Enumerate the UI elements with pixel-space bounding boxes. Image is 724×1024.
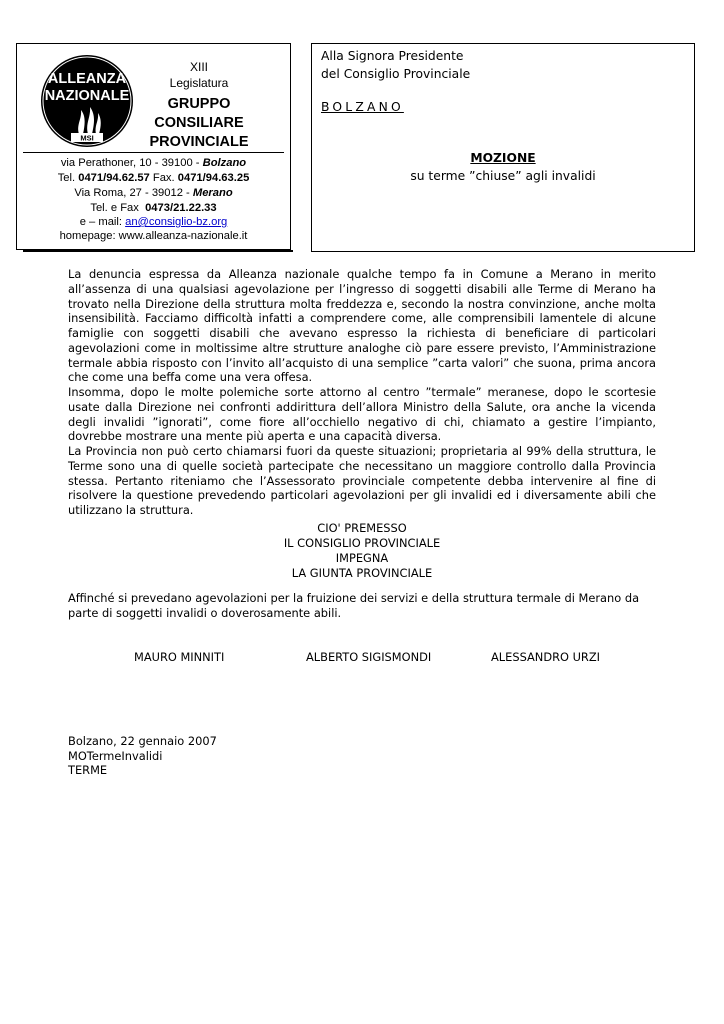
homepage-link[interactable]: www.alleanza-nazionale.it <box>118 230 248 242</box>
recipient-box <box>311 43 695 252</box>
document-code: MOTermeInvalidi <box>68 748 163 763</box>
footer-block <box>68 734 217 778</box>
premessa-block <box>0 521 724 581</box>
recipient-city: BOLZANO <box>321 100 404 114</box>
phone-fax-bolzano: Tel. 0471/94.62.57 Fax. 0471/94.63.25 <box>57 172 250 184</box>
legislatura-label: Legislatura <box>169 76 229 90</box>
party-header-box <box>16 43 291 250</box>
motion-subtitle: su terme ”chiuse” agli invalidi <box>410 169 596 183</box>
signatory-2: ALBERTO SIGISMONDI <box>306 650 432 664</box>
premessa-line2: IL CONSIGLIO PROVINCIALE <box>283 536 441 550</box>
document-tag: TERME <box>68 763 108 777</box>
header-divider <box>23 152 284 153</box>
group-name-line2: CONSILIARE <box>154 115 244 131</box>
premessa-line1: CIO' PREMESSO <box>317 521 407 535</box>
address-merano: Via Roma, 27 - 39012 - Merano <box>74 187 233 199</box>
email-line: e – mail: an@consiglio-bz.org <box>79 216 228 228</box>
recipient-line2: del Consiglio Provinciale <box>321 67 471 81</box>
logo-msi: MSI <box>80 133 94 143</box>
motion-body <box>68 267 656 518</box>
address-bolzano: via Perathoner, 10 - 39100 - Bolzano <box>60 157 247 169</box>
logo-line1: ALLEANZA <box>47 71 127 87</box>
premessa-line4: LA GIUNTA PROVINCIALE <box>291 566 433 580</box>
body-paragraph-2: Insomma, dopo le molte polemiche sorte attorno al centro ”termale” meranese, dopo le scortesie usate dalla Direzione nei confronti addirittura dell’allora Ministro della Salute, ora anche la vicenda degli invalidi ”ignorati”, come fiore all’occhiello negativo di chi, chiamato a gestire l’impianto, dovrebbe mostrare una mente più aperta e una capacità diversa. <box>68 385 656 444</box>
recipient-line1: Alla Signora Presidente <box>321 49 464 63</box>
group-name-line3: PROVINCIALE <box>149 134 249 150</box>
body-paragraph-3: La Provincia non può certo chiamarsi fuori da queste situazioni; proprietaria al 99% della struttura, le Terme sono una di quelle società partecipate che necessitano un maggiore controllo dalla Provincia stessa. Pertanto riteniamo che l’Assessorato provinciale competente debba intervenire al fine di risolvere la questione prevedendo particolari agevolazioni per gli invalidi ed i diversamente abili che utilizzano la struttura. <box>68 444 656 517</box>
signatory-1: MAURO MINNITI <box>134 650 225 664</box>
legislatura-number: XIII <box>189 60 208 74</box>
logo-line2: NAZIONALE <box>44 88 130 104</box>
body-paragraph-1: La denuncia espressa da Alleanza nazionale qualche tempo fa in Comune a Merano in merito all’assenza di una qualsiasi agevolazione per l’ingresso di soggetti disabili alle Terme di Merano ha trovato nella Direzione della struttura molta freddezza e, secondo la nostra convinzione, anche molta insensibilità. Facciamo difficoltà infatti a comprendere come, alle comprensibili lamentele di alcune famiglie con soggetti disabili che avevano espresso la richiesta di beneficiare di particolari agevolazioni come in moltissime altre strutture analoghe ciò pare essere previsto, l’Amministrazione termale abbia risposto con l’invito all’acquisto di una semplice ”carta valori” che suona, prima ancora che come una beffa come una vera offesa. <box>68 267 656 385</box>
document-date: Bolzano, 22 gennaio 2007 <box>68 734 217 748</box>
alleanza-nazionale-logo <box>38 53 136 149</box>
resolution-text: Affinché si prevedano agevolazioni per la fruizione dei servizi e della struttura termale di Merano da parte di soggetti invalidi o doverosamente abili. <box>68 591 640 620</box>
homepage-line: homepage: www.alleanza-nazionale.it <box>59 230 248 242</box>
signatory-3: ALESSANDRO URZI <box>491 650 601 664</box>
box-shadow <box>23 250 293 252</box>
group-name-line1: GRUPPO <box>167 96 231 112</box>
email-link[interactable]: an@consiglio-bz.org <box>125 216 228 228</box>
motion-title: MOZIONE <box>470 151 536 165</box>
premessa-line3: IMPEGNA <box>335 551 389 565</box>
phone-fax-merano: Tel. e Fax 0473/21.22.33 <box>90 202 217 214</box>
